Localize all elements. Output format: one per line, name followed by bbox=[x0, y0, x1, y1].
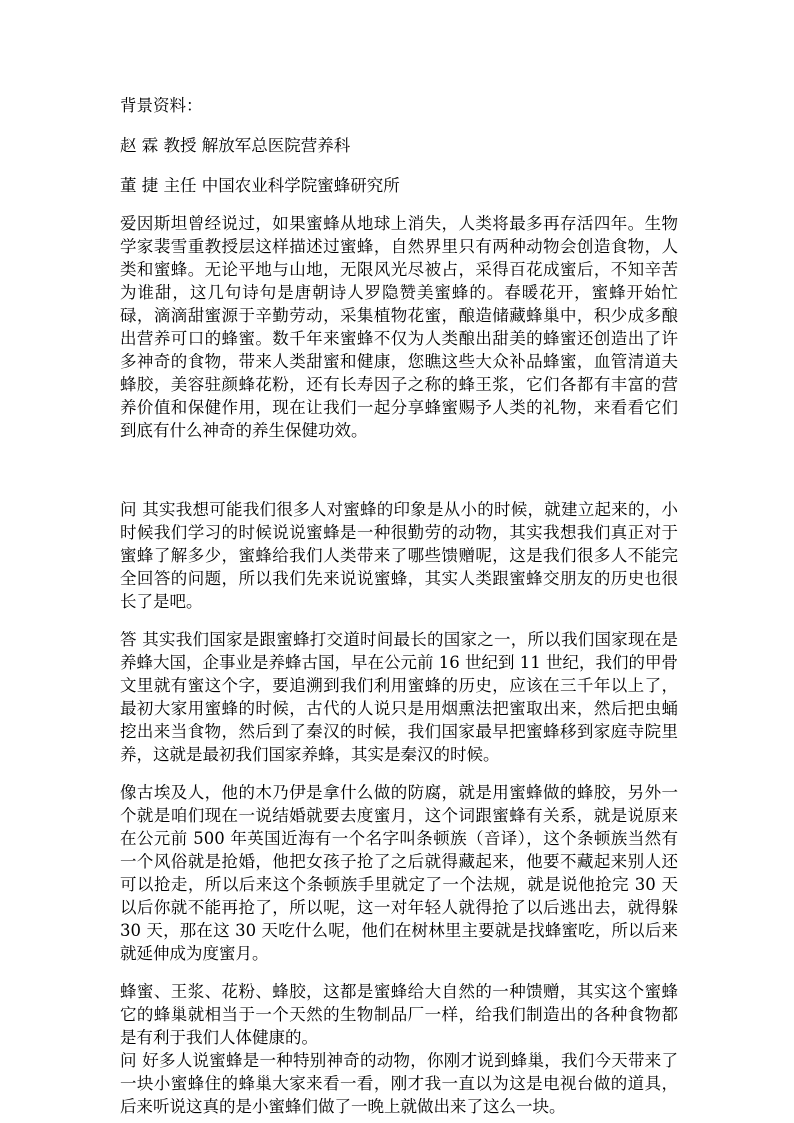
paragraph-mummy-honeymoon: 像古埃及人，他的木乃伊是拿什么做的防腐，就是用蜜蜂做的蜂胶，另外一个就是咱们现在一说结婚就要去度蜜月，这个词跟蜜蜂有关系，就是说原来在公元前 500 年英国近海有一个名字叫条顿族（音译），这个条顿族当然有一个风俗就是抢婚，他把女孩子抢了之后就得藏起来，他要不藏起来别人还可以抢走，所以后来这个条顿族手里就定了一个法规，就是说他抢完 30 天以后你就不能再抢了，所以呢，这一对年轻人就得抢了以后逃出去，就得躲 30 天，那在这 30 天吃什么呢，他们在树林里主要就是找蜂蜜吃，所以后来就延伸成为度蜜月。 bbox=[120, 783, 678, 963]
intro-paragraph: 爱因斯坦曾经说过，如果蜜蜂从地球上消失，人类将最多再存活四年。生物学家裴雪重教授层这样描述过蜜蜂，自然界里只有两种动物会创造食物，人类和蜜蜂。无论平地与山地，无限风光尽被占，采得百花成蜜后，不知辛苦为谁甜，这几句诗句是唐朝诗人罗隐赞美蜜蜂的。春暖花开，蜜蜂开始忙碌，滴滴甜蜜源于辛勤劳动，采集植物花蜜，酿造储藏蜂巢中，积少成多酿出营养可口的蜂蜜。数千年来蜜蜂不仅为人类酿出甜美的蜂蜜还创造出了许多神奇的食物，带来人类甜蜜和健康，您瞧这些大众补品蜂蜜，血管清道夫蜂胶，美容驻颜蜂花粉，还有长寿因子之称的蜂王浆，它们各都有丰富的营养价值和保健作用，现在让我们一起分享蜂蜜赐予人类的礼物，来看看它们到底有什么神奇的养生保健功效。 bbox=[120, 214, 678, 440]
background-label: 背景资料： bbox=[120, 96, 203, 115]
guest-line-dong: 董 捷 主任 中国农业科学院蜜蜂研究所 bbox=[120, 176, 400, 195]
guest-line-zhao: 赵 霖 教授 解放军总医院营养科 bbox=[120, 136, 351, 155]
question-paragraph-2: 问 好多人说蜜蜂是一种特别神奇的动物，你刚才说到蜂巢，我们今天带来了一块小蜜蜂住的蜂巢大家来看一看，刚才我一直以为这是电视台做的道具，后来听说这真的是小蜜蜂们做了一晚上就做出来了这么一块。 bbox=[120, 1051, 678, 1116]
paragraph-bee-gifts: 蜂蜜、王浆、花粉、蜂胶，这都是蜜蜂给大自然的一种馈赠，其实这个蜜蜂它的蜂巢就相当于一个天然的生物制品厂一样，给我们制造出的各种食物都是有利于我们人体健康的。 bbox=[120, 982, 678, 1047]
question-paragraph-1: 问 其实我想可能我们很多人对蜜蜂的印象是从小的时候，就建立起来的，小时候我们学习的时候说说蜜蜂是一种很勤劳的动物，其实我想我们真正对于蜜蜂了解多少，蜜蜂给我们人类带来了哪些馈赠呢，这是我们很多人不能完全回答的问题，所以我们先来说说蜜蜂，其实人类跟蜜蜂交朋友的历史也很长了是吧。 bbox=[120, 500, 678, 611]
document-body bbox=[120, 94, 678, 1118]
answer-paragraph-1: 答 其实我们国家是跟蜜蜂打交道时间最长的国家之一，所以我们国家现在是养蜂大国，企事业是养蜂古国，早在公元前 16 世纪到 11 世纪，我们的甲骨文里就有蜜这个字，要追溯到我们利用蜜蜂的历史，应该在三千年以上了，最初大家用蜜蜂的时候，古代的人说只是用烟熏法把蜜取出来，然后把虫蛹挖出来当食物，然后到了秦汉的时候，我们国家最早把蜜蜂移到家庭寺院里养，这就是最初我们国家养蜂，其实是秦汉的时候。 bbox=[120, 630, 678, 764]
